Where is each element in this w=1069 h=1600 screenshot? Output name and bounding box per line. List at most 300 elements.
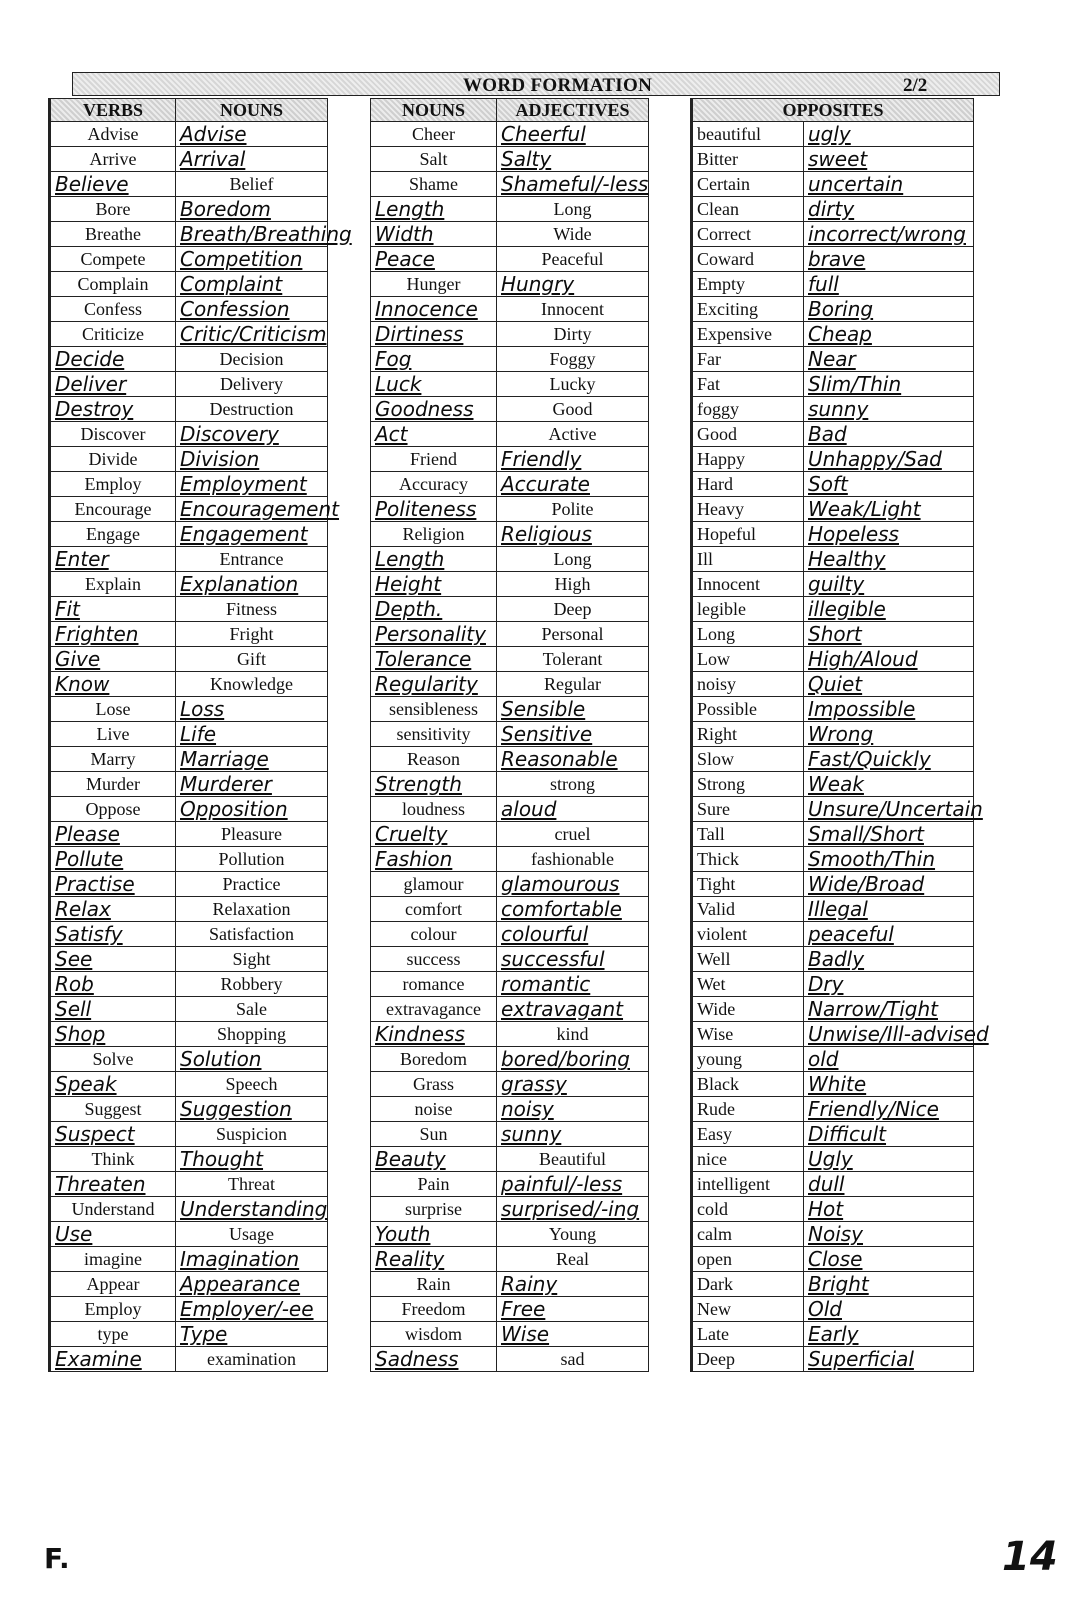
word-cell: Ill bbox=[692, 547, 804, 572]
word-cell: young bbox=[692, 1047, 804, 1072]
nouns-header: NOUNS bbox=[371, 99, 497, 122]
noun-cell: Appearance bbox=[176, 1272, 328, 1297]
opposite-cell: Difficult bbox=[804, 1122, 974, 1147]
opposites-body bbox=[692, 122, 989, 1372]
noun-cell: Friend bbox=[371, 447, 497, 472]
table-row bbox=[692, 597, 974, 622]
table-row bbox=[371, 847, 649, 872]
opposite-cell: Short bbox=[804, 622, 974, 647]
verb-cell: Marry bbox=[50, 747, 176, 772]
opposite-cell: Badly bbox=[804, 947, 974, 972]
adjective-cell: sunny bbox=[497, 1122, 649, 1147]
word-cell: Bitter bbox=[692, 147, 804, 172]
table-row bbox=[50, 1222, 328, 1247]
word-cell: Dark bbox=[692, 1272, 804, 1297]
table-row bbox=[371, 222, 649, 247]
table-row bbox=[371, 1297, 649, 1322]
verb-cell: Appear bbox=[50, 1272, 176, 1297]
noun-cell: extravagance bbox=[371, 997, 497, 1022]
adjective-cell: colourful bbox=[497, 922, 649, 947]
table-row bbox=[50, 947, 328, 972]
noun-cell: Usage bbox=[176, 1222, 328, 1247]
noun-cell: surprise bbox=[371, 1197, 497, 1222]
noun-cell: Fitness bbox=[176, 597, 328, 622]
noun-cell: Cruelty bbox=[371, 822, 497, 847]
verb-cell: Relax bbox=[50, 897, 176, 922]
adjective-cell: High bbox=[497, 572, 649, 597]
noun-cell: Murderer bbox=[176, 772, 328, 797]
opposite-cell: Old bbox=[804, 1297, 974, 1322]
word-cell: Tall bbox=[692, 822, 804, 847]
opposite-cell: Impossible bbox=[804, 697, 974, 722]
table-row bbox=[50, 1297, 328, 1322]
noun-cell: Pollution bbox=[176, 847, 328, 872]
verb-cell: Give bbox=[50, 647, 176, 672]
opposite-cell: Wrong bbox=[804, 722, 974, 747]
table-row bbox=[371, 772, 649, 797]
opposite-cell: full bbox=[804, 272, 974, 297]
opposite-cell: Soft bbox=[804, 472, 974, 497]
noun-cell: Satisfaction bbox=[176, 922, 328, 947]
verb-cell: Compete bbox=[50, 247, 176, 272]
table-row bbox=[50, 672, 328, 697]
verb-cell: Solve bbox=[50, 1047, 176, 1072]
noun-cell: Employment bbox=[176, 472, 328, 497]
table-row bbox=[371, 597, 649, 622]
noun-cell: Gift bbox=[176, 647, 328, 672]
word-cell: Expensive bbox=[692, 322, 804, 347]
table-row bbox=[692, 1047, 974, 1072]
adjective-cell: Reasonable bbox=[497, 747, 649, 772]
table-row bbox=[371, 1072, 649, 1097]
word-cell: Valid bbox=[692, 897, 804, 922]
noun-cell: Robbery bbox=[176, 972, 328, 997]
table-row bbox=[692, 647, 974, 672]
table-row bbox=[692, 222, 974, 247]
table-row bbox=[50, 1022, 328, 1047]
verbs-nouns-body bbox=[50, 122, 352, 1372]
table-row bbox=[371, 1347, 649, 1372]
noun-cell: Critic/Criticism bbox=[176, 322, 328, 347]
table-row bbox=[371, 372, 649, 397]
word-cell: Low bbox=[692, 647, 804, 672]
word-cell: Clean bbox=[692, 197, 804, 222]
word-cell: Rude bbox=[692, 1097, 804, 1122]
verb-cell: Deliver bbox=[50, 372, 176, 397]
table-row bbox=[371, 1272, 649, 1297]
noun-cell: Type bbox=[176, 1322, 328, 1347]
word-cell: Exciting bbox=[692, 297, 804, 322]
opposite-cell: ugly bbox=[804, 122, 974, 147]
verb-cell: Satisfy bbox=[50, 922, 176, 947]
table-row bbox=[692, 1147, 974, 1172]
verb-cell: Bore bbox=[50, 197, 176, 222]
noun-cell: Sale bbox=[176, 997, 328, 1022]
word-cell: Wide bbox=[692, 997, 804, 1022]
verb-cell: Employ bbox=[50, 472, 176, 497]
noun-cell: Solution bbox=[176, 1047, 328, 1072]
adjective-cell: Long bbox=[497, 547, 649, 572]
word-cell: Long bbox=[692, 622, 804, 647]
table-row bbox=[50, 222, 328, 247]
opposite-cell: dirty bbox=[804, 197, 974, 222]
table-row bbox=[371, 1172, 649, 1197]
noun-cell: Fashion bbox=[371, 847, 497, 872]
noun-cell: Youth bbox=[371, 1222, 497, 1247]
table-row bbox=[50, 597, 328, 622]
table-row bbox=[50, 197, 328, 222]
word-cell: Deep bbox=[692, 1347, 804, 1372]
verb-cell: Enter bbox=[50, 547, 176, 572]
opposite-cell: Dry bbox=[804, 972, 974, 997]
noun-cell: Fright bbox=[176, 622, 328, 647]
verb-cell: Employ bbox=[50, 1297, 176, 1322]
verb-cell: Confess bbox=[50, 297, 176, 322]
opposite-cell: uncertain bbox=[804, 172, 974, 197]
word-cell: Far bbox=[692, 347, 804, 372]
word-cell: open bbox=[692, 1247, 804, 1272]
table-row bbox=[692, 422, 974, 447]
table-row bbox=[692, 1072, 974, 1097]
noun-cell: Rain bbox=[371, 1272, 497, 1297]
adjective-cell: Shameful/-less bbox=[497, 172, 649, 197]
verb-cell: Breathe bbox=[50, 222, 176, 247]
word-cell: Well bbox=[692, 947, 804, 972]
opposite-cell: Early bbox=[804, 1322, 974, 1347]
adjective-cell: bored/boring bbox=[497, 1047, 649, 1072]
table-row bbox=[371, 247, 649, 272]
table-row bbox=[692, 1197, 974, 1222]
adjective-cell: Religious bbox=[497, 522, 649, 547]
verbs-header: VERBS bbox=[50, 99, 176, 122]
table-row bbox=[50, 847, 328, 872]
verb-cell: Lose bbox=[50, 697, 176, 722]
table-row bbox=[50, 472, 328, 497]
verb-cell: Believe bbox=[50, 172, 176, 197]
verb-cell: Divide bbox=[50, 447, 176, 472]
adjective-cell: strong bbox=[497, 772, 649, 797]
verb-cell: Threaten bbox=[50, 1172, 176, 1197]
word-cell: Sure bbox=[692, 797, 804, 822]
table-row bbox=[50, 422, 328, 447]
table-row bbox=[50, 297, 328, 322]
opposite-cell: Weak/Light bbox=[804, 497, 974, 522]
noun-cell: Confession bbox=[176, 297, 328, 322]
word-cell: Heavy bbox=[692, 497, 804, 522]
noun-cell: Employer/-ee bbox=[176, 1297, 328, 1322]
word-cell: Certain bbox=[692, 172, 804, 197]
table-row bbox=[692, 622, 974, 647]
opposite-cell: old bbox=[804, 1047, 974, 1072]
verb-cell: Murder bbox=[50, 772, 176, 797]
signature: F. bbox=[44, 1542, 70, 1575]
opposite-cell: Wide/Broad bbox=[804, 872, 974, 897]
table-row bbox=[50, 997, 328, 1022]
noun-cell: Depth. bbox=[371, 597, 497, 622]
table-row bbox=[692, 1172, 974, 1197]
table-row bbox=[692, 747, 974, 772]
table-row bbox=[371, 722, 649, 747]
table-row bbox=[371, 322, 649, 347]
table-row bbox=[371, 1222, 649, 1247]
table-row bbox=[692, 1247, 974, 1272]
word-cell: calm bbox=[692, 1222, 804, 1247]
opposite-cell: Bad bbox=[804, 422, 974, 447]
adjective-cell: Beautiful bbox=[497, 1147, 649, 1172]
noun-cell: Cheer bbox=[371, 122, 497, 147]
noun-cell: Peace bbox=[371, 247, 497, 272]
noun-cell: Knowledge bbox=[176, 672, 328, 697]
table-row bbox=[50, 1072, 328, 1097]
verb-cell: Criticize bbox=[50, 322, 176, 347]
adjective-cell: Peaceful bbox=[497, 247, 649, 272]
opposite-cell: incorrect/wrong bbox=[804, 222, 974, 247]
table-row bbox=[50, 1122, 328, 1147]
noun-cell: Dirtiness bbox=[371, 322, 497, 347]
verb-cell: Advise bbox=[50, 122, 176, 147]
adjective-cell: Cheerful bbox=[497, 122, 649, 147]
noun-cell: Loss bbox=[176, 697, 328, 722]
verb-cell: Shop bbox=[50, 1022, 176, 1047]
page-indicator: 2/2 bbox=[903, 75, 928, 96]
table-row bbox=[692, 172, 974, 197]
table-row bbox=[692, 1022, 974, 1047]
noun-cell: Division bbox=[176, 447, 328, 472]
verb-cell: Practise bbox=[50, 872, 176, 897]
adjective-cell: Free bbox=[497, 1297, 649, 1322]
adjective-cell: comfortable bbox=[497, 897, 649, 922]
verbs-nouns-table bbox=[48, 98, 352, 1372]
word-cell: foggy bbox=[692, 397, 804, 422]
noun-cell: Sight bbox=[176, 947, 328, 972]
verb-cell: Oppose bbox=[50, 797, 176, 822]
opposite-cell: Small/Short bbox=[804, 822, 974, 847]
table-row bbox=[371, 522, 649, 547]
noun-cell: Freedom bbox=[371, 1297, 497, 1322]
word-cell: Late bbox=[692, 1322, 804, 1347]
opposite-cell: Quiet bbox=[804, 672, 974, 697]
table-row bbox=[692, 1322, 974, 1347]
noun-cell: Engagement bbox=[176, 522, 328, 547]
noun-cell: Religion bbox=[371, 522, 497, 547]
adjective-cell: surprised/-ing bbox=[497, 1197, 649, 1222]
table-row bbox=[692, 672, 974, 697]
table-row bbox=[692, 972, 974, 997]
table-row bbox=[50, 922, 328, 947]
adjective-cell: Foggy bbox=[497, 347, 649, 372]
table-row bbox=[371, 1047, 649, 1072]
table-row bbox=[692, 247, 974, 272]
noun-cell: Destruction bbox=[176, 397, 328, 422]
noun-cell: Boredom bbox=[371, 1047, 497, 1072]
verb-cell: Frighten bbox=[50, 622, 176, 647]
adjective-cell: Rainy bbox=[497, 1272, 649, 1297]
noun-cell: Advise bbox=[176, 122, 328, 147]
table-row bbox=[50, 522, 328, 547]
word-cell: Hard bbox=[692, 472, 804, 497]
noun-cell: colour bbox=[371, 922, 497, 947]
word-cell: Right bbox=[692, 722, 804, 747]
table-row bbox=[371, 1122, 649, 1147]
table-row bbox=[50, 272, 328, 297]
word-cell: Tight bbox=[692, 872, 804, 897]
noun-cell: Pain bbox=[371, 1172, 497, 1197]
adjective-cell: Dirty bbox=[497, 322, 649, 347]
table-row bbox=[692, 822, 974, 847]
table-row bbox=[371, 572, 649, 597]
table-row bbox=[371, 122, 649, 147]
noun-cell: Boredom bbox=[176, 197, 328, 222]
adjective-cell: sad bbox=[497, 1347, 649, 1372]
adjective-cell: Tolerant bbox=[497, 647, 649, 672]
table-row bbox=[371, 822, 649, 847]
opposite-cell: Slim/Thin bbox=[804, 372, 974, 397]
noun-cell: comfort bbox=[371, 897, 497, 922]
word-cell: Easy bbox=[692, 1122, 804, 1147]
opposite-cell: dull bbox=[804, 1172, 974, 1197]
noun-cell: Relaxation bbox=[176, 897, 328, 922]
noun-cell: Length bbox=[371, 547, 497, 572]
table-row bbox=[371, 272, 649, 297]
table-row bbox=[371, 147, 649, 172]
table-row bbox=[50, 147, 328, 172]
word-cell: Good bbox=[692, 422, 804, 447]
opposite-cell: Bright bbox=[804, 1272, 974, 1297]
opposite-cell: Unsure/Uncertain bbox=[804, 797, 974, 822]
table-row bbox=[50, 747, 328, 772]
opposite-cell: Smooth/Thin bbox=[804, 847, 974, 872]
verb-cell: Understand bbox=[50, 1197, 176, 1222]
noun-cell: Suspicion bbox=[176, 1122, 328, 1147]
adjective-cell: Accurate bbox=[497, 472, 649, 497]
noun-cell: Life bbox=[176, 722, 328, 747]
verb-cell: Fit bbox=[50, 597, 176, 622]
table-row bbox=[50, 397, 328, 422]
table-row bbox=[692, 147, 974, 172]
noun-cell: Explanation bbox=[176, 572, 328, 597]
table-row bbox=[50, 247, 328, 272]
table-row bbox=[50, 347, 328, 372]
noun-cell: noise bbox=[371, 1097, 497, 1122]
table-row bbox=[371, 922, 649, 947]
opposite-cell: Weak bbox=[804, 772, 974, 797]
table-row bbox=[50, 1197, 328, 1222]
table-row bbox=[50, 722, 328, 747]
table-row bbox=[692, 872, 974, 897]
table-row bbox=[50, 122, 328, 147]
table-row bbox=[692, 322, 974, 347]
verb-cell: Rob bbox=[50, 972, 176, 997]
adjective-cell: Real bbox=[497, 1247, 649, 1272]
table-row bbox=[692, 122, 974, 147]
table-row bbox=[50, 697, 328, 722]
table-row bbox=[50, 372, 328, 397]
table-row bbox=[692, 772, 974, 797]
noun-cell: Tolerance bbox=[371, 647, 497, 672]
table-row bbox=[692, 347, 974, 372]
word-cell: Wet bbox=[692, 972, 804, 997]
verb-cell: Use bbox=[50, 1222, 176, 1247]
table-row bbox=[50, 897, 328, 922]
verb-cell: See bbox=[50, 947, 176, 972]
noun-cell: Salt bbox=[371, 147, 497, 172]
verb-cell: Live bbox=[50, 722, 176, 747]
nouns-adjectives-table bbox=[370, 98, 649, 1372]
table-row bbox=[371, 1247, 649, 1272]
noun-cell: Arrival bbox=[176, 147, 328, 172]
noun-cell: romance bbox=[371, 972, 497, 997]
noun-cell: Kindness bbox=[371, 1022, 497, 1047]
noun-cell: Competition bbox=[176, 247, 328, 272]
verb-cell: Suspect bbox=[50, 1122, 176, 1147]
word-cell: Correct bbox=[692, 222, 804, 247]
opposite-cell: Friendly/Nice bbox=[804, 1097, 974, 1122]
verb-cell: Suggest bbox=[50, 1097, 176, 1122]
noun-cell: Innocence bbox=[371, 297, 497, 322]
table-row bbox=[371, 422, 649, 447]
verb-cell: Discover bbox=[50, 422, 176, 447]
opposite-cell: Near bbox=[804, 347, 974, 372]
adjective-cell: successful bbox=[497, 947, 649, 972]
table-row bbox=[371, 1022, 649, 1047]
noun-cell: Marriage bbox=[176, 747, 328, 772]
table-row bbox=[692, 547, 974, 572]
noun-cell: Thought bbox=[176, 1147, 328, 1172]
verb-cell: type bbox=[50, 1322, 176, 1347]
nouns-adjectives-body bbox=[371, 122, 649, 1372]
word-cell: legible bbox=[692, 597, 804, 622]
word-cell: violent bbox=[692, 922, 804, 947]
verb-cell: Encourage bbox=[50, 497, 176, 522]
table-row bbox=[371, 672, 649, 697]
opposite-cell: Illegal bbox=[804, 897, 974, 922]
noun-cell: Threat bbox=[176, 1172, 328, 1197]
noun-cell: Understanding bbox=[176, 1197, 328, 1222]
table-row bbox=[371, 1197, 649, 1222]
noun-cell: Decision bbox=[176, 347, 328, 372]
page-title: WORD FORMATION bbox=[463, 75, 653, 96]
verb-cell: Know bbox=[50, 672, 176, 697]
noun-cell: Practice bbox=[176, 872, 328, 897]
word-cell: New bbox=[692, 1297, 804, 1322]
table-row bbox=[371, 797, 649, 822]
table-row bbox=[692, 1222, 974, 1247]
opposite-cell: Fast/Quickly bbox=[804, 747, 974, 772]
table-row bbox=[371, 347, 649, 372]
adjective-cell: Sensible bbox=[497, 697, 649, 722]
noun-cell: Grass bbox=[371, 1072, 497, 1097]
verb-cell: Engage bbox=[50, 522, 176, 547]
adjective-cell: kind bbox=[497, 1022, 649, 1047]
table-row bbox=[50, 1172, 328, 1197]
adjective-cell: Good bbox=[497, 397, 649, 422]
table-row bbox=[371, 997, 649, 1022]
adjective-cell: grassy bbox=[497, 1072, 649, 1097]
table-row bbox=[371, 622, 649, 647]
opposite-cell: sweet bbox=[804, 147, 974, 172]
noun-cell: Complaint bbox=[176, 272, 328, 297]
table-row bbox=[371, 972, 649, 997]
noun-cell: Opposition bbox=[176, 797, 328, 822]
table-row bbox=[371, 1322, 649, 1347]
verb-cell: Think bbox=[50, 1147, 176, 1172]
table-row bbox=[371, 1147, 649, 1172]
opposite-cell: White bbox=[804, 1072, 974, 1097]
noun-cell: Entrance bbox=[176, 547, 328, 572]
adjective-cell: Polite bbox=[497, 497, 649, 522]
noun-cell: Act bbox=[371, 422, 497, 447]
word-cell: nice bbox=[692, 1147, 804, 1172]
